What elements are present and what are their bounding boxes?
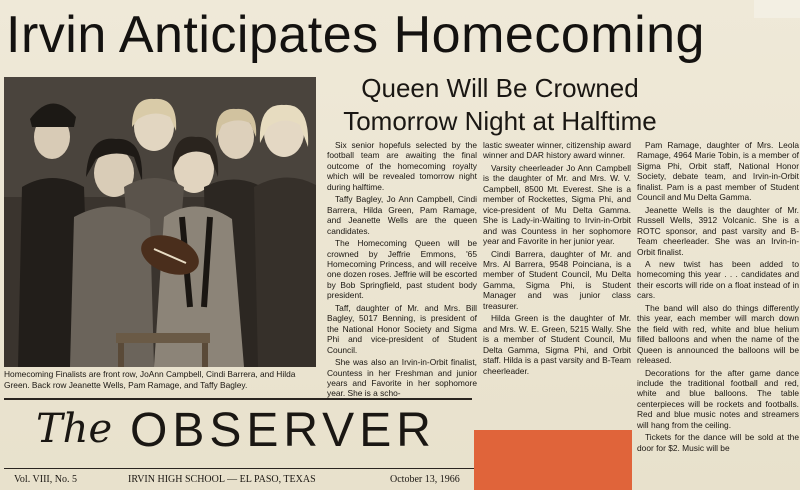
article-paragraph: A new twist has been added to homecoming this year . . . candidates and their escorts will ride on a float instead of in cars. [637, 258, 799, 301]
photo-caption: Homecoming Finalists are front row, JoAnn Campbell, Cindi Barrera, and Hilda Green. Back row Jeanette Wells, Pam Ramage, and Taffy Bagley. [4, 369, 296, 390]
article-paragraph: Varsity cheerleader Jo Ann Campbell is the daughter of Mr. and Mrs. W. V. Campbell, 8500 Mt. Everest. She is a member of Rockettes, Sigma Phi, and vice-president of Mu Delta Gamma. She is Lady-in-Waiting to Irvin-in-Orbit and was Countess in her sophomore year and Favorite in her junior year. [483, 162, 631, 247]
volume-number: Vol. VIII, No. 5 [14, 474, 77, 485]
accent-box [474, 430, 632, 490]
masthead-the: The [36, 406, 113, 452]
school-name: IRVIN HIGH SCHOOL — EL PASO, TEXAS [128, 474, 316, 485]
article-paragraph: Decorations for the after game dance include the traditional football and red, white and blue balloons. The table centerpieces will be rockets and footballs. Red and blue music notes and streamers will hang from the ceiling. [637, 367, 799, 430]
article-paragraph: Pam Ramage, daughter of Mrs. Leola Ramage, 4964 Marie Tobin, is a member of Sigma Phi, Orbit staff, National Honor Society, debate team, and Irvin-in-Orbit finalist. Pam is a past member of Student Council and Mu Delta Gamma. [637, 140, 799, 203]
subheadline-line-1: Queen Will Be Crowned [361, 73, 639, 103]
article-paragraph: Jeanette Wells is the daughter of Mr. Russell Wells, 3912 Volcanic. She is a ROTC sponsor, and past varsity and B-Team cheerleader. She was an Irvin-in-Orbit finalist. [637, 204, 799, 257]
masthead-title: OBSERVER [130, 404, 436, 457]
article-paragraph: Taffy Bagley, Jo Ann Campbell, Cindi Barrera, Hilda Green, Pam Ramage, and Jeanette Wells are the queen candidates. [327, 194, 477, 236]
article-paragraph: The band will also do things differently this year, each member will march down the field with red, white and blue helium filled balloons and when the name of the Queen is announced the balloons will be released. [637, 302, 799, 366]
finalists-photo [4, 77, 316, 367]
subheadline-line-2: Tomorrow Night at Halftime [343, 106, 657, 136]
article-column-1 [327, 140, 477, 401]
article-column-3 [637, 140, 799, 455]
article-paragraph: Tickets for the dance will be sold at the door for $2. Music will be [637, 432, 799, 453]
article-paragraph: The Homecoming Queen will be crowned by Jeffrie Emmons, '65 Homecoming Princess, and will receive one dozen roses. Jeffrie will be escorted by Bob Springfield, past student body president. [327, 238, 477, 301]
headline: Irvin Anticipates Homecoming [6, 6, 705, 64]
masthead-top-rule [4, 398, 472, 400]
article-paragraph: Cindi Barrera, daughter of Mr. and Mrs. Al Barrera, 9548 Poinciana, is a member of Student Council, Mu Delta Gamma, Sigma Phi, is Student Manager and was junior class treasurer. [483, 248, 631, 311]
article-paragraph: Hilda Green is the daughter of Mr. and Mrs. W. E. Green, 5215 Wally. She is a member of Student Council, Mu Delta Gamma, Sigma Phi, and Orbit staff. Hilda is a past varsity and B-Team cheerleader. [483, 313, 631, 376]
article-column-2 [483, 140, 631, 378]
subheadline [330, 72, 670, 138]
issue-date: October 13, 1966 [390, 474, 460, 485]
article-paragraph: Six senior hopefuls selected by the football team are awaiting the final outcome of the homecoming royalty which will be revealed tomorrow night during halftime. [327, 140, 477, 192]
article-paragraph: Taff, daughter of Mr. and Mrs. Bill Bagley, 5017 Benning, is president of the National Honor Society and Sigma Phi and vice-president of Student Council. [327, 302, 477, 355]
article-paragraph: lastic sweater winner, citizenship award winner and DAR history award winner. [483, 140, 631, 161]
article-paragraph: She was also an Irvin-in-Orbit finalist, Countess in her Freshman and junior years and Favorite in her sophomore year. She is a scho- [327, 357, 477, 399]
